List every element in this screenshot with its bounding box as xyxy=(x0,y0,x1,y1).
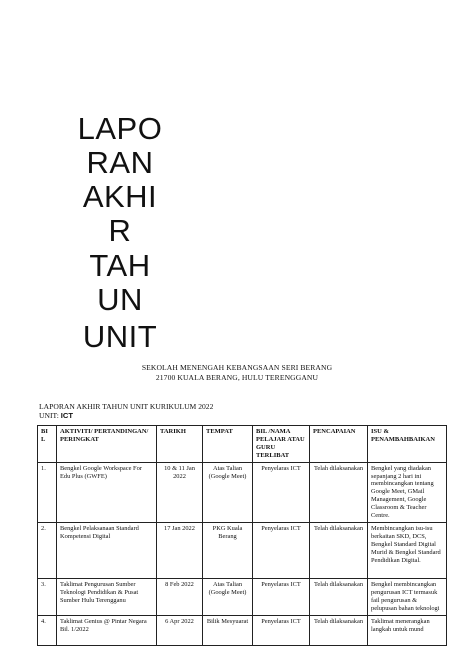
cell-bil-nama: Penyelaras ICT xyxy=(253,615,310,645)
school-address: 21700 KUALA BERANG, HULU TERENGGANU xyxy=(155,373,319,382)
cell-bil: 3. xyxy=(38,578,57,615)
report-unit xyxy=(39,411,73,421)
cell-tempat: PKG Kuala Berang xyxy=(203,522,253,578)
cell-bil-nama: Penyelaras ICT xyxy=(253,578,310,615)
cell-isu: Bengkel membincangkan pengurusan ICT termasuk fail pengurusan & pelupusan bahan teknologi xyxy=(368,578,447,615)
table-row xyxy=(38,615,447,645)
cell-aktiviti: Taklimat Pengurusan Sumber Teknologi Pendidikan & Pusat Sumber Hulu Terengganu xyxy=(57,578,157,615)
cell-bil: 2. xyxy=(38,522,57,578)
cell-tarikh: 10 & 11 Jan 2022 xyxy=(157,462,203,522)
cover-title-line: UN xyxy=(97,282,143,317)
unit-label: UNIT: xyxy=(39,411,59,420)
cell-tempat: Bilik Mesyuarat xyxy=(203,615,253,645)
unit-value: ICT xyxy=(60,411,74,420)
cover-title-line: RAN xyxy=(86,145,154,180)
header-bil-nama: BIL /NAMA PELAJAR ATAU GURU TERLIBAT xyxy=(253,426,310,463)
header-tempat: TEMPAT xyxy=(203,426,253,463)
cell-tarikh: 17 Jan 2022 xyxy=(157,522,203,578)
cell-tempat: Atas Talian (Google Meet) xyxy=(203,578,253,615)
cover-title-line: UNIT xyxy=(82,319,158,354)
header-pencapaian: PENCAPAIAN xyxy=(310,426,368,463)
cell-isu: Taklimat menerangkan langkah untuk mund xyxy=(368,615,447,645)
cover-title-line: R xyxy=(108,213,132,248)
cell-tempat: Atas Talian (Google Meet) xyxy=(203,462,253,522)
cell-aktiviti: Bengkel Pelaksanaan Standard Kompetensi Digital xyxy=(57,522,157,578)
report-title: LAPORAN AKHIR TAHUN UNIT KURIKULUM 2022 xyxy=(39,402,214,411)
cover-title-line: TAH xyxy=(89,248,151,283)
cell-pencapaian: Telah dilaksanakan xyxy=(310,578,368,615)
cell-pencapaian: Telah dilaksanakan xyxy=(310,462,368,522)
table-row xyxy=(38,462,447,522)
header-bil: BI L xyxy=(38,426,57,463)
activity-table xyxy=(37,425,447,646)
cell-isu: Membincangkan isu-isu berkaitan SKD, DCS, Bengkel Standard Digital Murid & Bengkel Standard Pendidikan Digital. xyxy=(368,522,447,578)
cell-bil: 4. xyxy=(38,615,57,645)
table-row xyxy=(38,522,447,578)
cell-bil-nama: Penyelaras ICT xyxy=(253,522,310,578)
cell-tarikh: 8 Feb 2022 xyxy=(157,578,203,615)
header-isu: ISU & PENAMBAHBAIKAN xyxy=(368,426,447,463)
cell-bil-nama: Penyelaras ICT xyxy=(253,462,310,522)
header-aktiviti: AKTIVITI/ PERTANDINGAN/ PERINGKAT xyxy=(57,426,157,463)
cell-pencapaian: Telah dilaksanakan xyxy=(310,615,368,645)
cell-isu: Bengkel yang diadakan sepanjang 2 hari ini membincangkan tentang Google Meet, GMail Management, Google Classroom & Teacher Centre. xyxy=(368,462,447,522)
cell-tarikh: 6 Apr 2022 xyxy=(157,615,203,645)
cell-aktiviti: Bengkel Google Workspace For Edu Plus (GWFE) xyxy=(57,462,157,522)
school-name: SEKOLAH MENENGAH KEBANGSAAN SERI BERANG xyxy=(141,363,333,372)
cover-title-line: AKHI xyxy=(82,179,158,214)
cell-pencapaian: Telah dilaksanakan xyxy=(310,522,368,578)
header-tarikh: TARIKH xyxy=(157,426,203,463)
cell-bil: 1. xyxy=(38,462,57,522)
cover-title-line: LAPO xyxy=(77,111,163,146)
table-row xyxy=(38,578,447,615)
cell-aktiviti: Taklimat Genius @ Pintar Negara Bil. 1/2022 xyxy=(57,615,157,645)
table-header-row xyxy=(38,426,447,463)
